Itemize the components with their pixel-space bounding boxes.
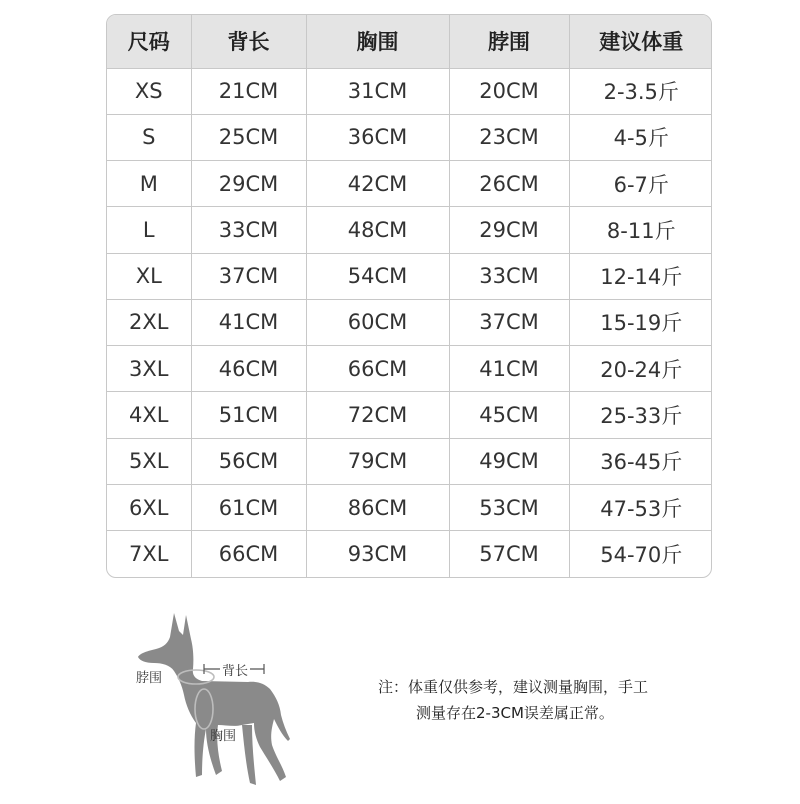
weight-cell: 47-53斤 — [569, 484, 712, 530]
size-cell: XL — [107, 253, 191, 299]
table-row — [107, 114, 712, 160]
back-length-cell: 21CM — [191, 68, 306, 114]
chest-cell: 36CM — [306, 114, 449, 160]
weight-cell: 6-7斤 — [569, 161, 712, 207]
back-length-cell: 37CM — [191, 253, 306, 299]
table-row — [107, 207, 712, 253]
note-line-1: 注：体重仅供参考，建议测量胸围，手工 — [378, 678, 649, 696]
chest-cell: 42CM — [306, 161, 449, 207]
chest-cell: 48CM — [306, 207, 449, 253]
neck-cell: 20CM — [449, 68, 569, 114]
header-back-length: 背长 — [191, 15, 306, 68]
chest-cell: 79CM — [306, 438, 449, 484]
table-row — [107, 253, 712, 299]
header-neck: 脖围 — [449, 15, 569, 68]
size-cell: XS — [107, 68, 191, 114]
neck-cell: 57CM — [449, 531, 569, 577]
header-size: 尺码 — [107, 15, 191, 68]
chest-cell: 66CM — [306, 346, 449, 392]
back-length-label: 背长 — [220, 660, 250, 679]
neck-cell: 41CM — [449, 346, 569, 392]
back-length-cell: 51CM — [191, 392, 306, 438]
neck-label: 脖围 — [136, 671, 163, 686]
neck-cell: 33CM — [449, 253, 569, 299]
back-length-cell: 29CM — [191, 161, 306, 207]
table-row — [107, 484, 712, 530]
weight-cell: 25-33斤 — [569, 392, 712, 438]
table-row — [107, 161, 712, 207]
back-length-cell: 33CM — [191, 207, 306, 253]
size-cell: 7XL — [107, 531, 191, 577]
weight-cell: 12-14斤 — [569, 253, 712, 299]
neck-cell: 53CM — [449, 484, 569, 530]
neck-cell: 29CM — [449, 207, 569, 253]
table-header-row — [107, 15, 712, 68]
weight-cell: 54-70斤 — [600, 543, 683, 568]
table-row — [107, 346, 712, 392]
dog-measurement-diagram — [130, 605, 300, 800]
weight-cell: 4-5斤 — [569, 114, 712, 160]
weight-cell: 20-24斤 — [569, 346, 712, 392]
back-length-cell: 66CM — [191, 531, 306, 577]
table-row — [107, 531, 712, 577]
chest-cell: 54CM — [306, 253, 449, 299]
neck-cell: 45CM — [449, 392, 569, 438]
size-cell: 6XL — [107, 484, 191, 530]
header-chest: 胸围 — [306, 15, 449, 68]
size-cell: M — [107, 161, 191, 207]
chest-cell: 31CM — [306, 68, 449, 114]
dog-silhouette-icon — [130, 605, 300, 800]
size-cell: S — [107, 114, 191, 160]
chest-cell: 72CM — [306, 392, 449, 438]
back-length-cell: 41CM — [191, 299, 306, 345]
neck-cell: 26CM — [449, 161, 569, 207]
table-row — [107, 299, 712, 345]
size-cell: 5XL — [107, 438, 191, 484]
size-chart-table — [106, 14, 712, 578]
neck-cell: 23CM — [449, 114, 569, 160]
back-length-cell: 25CM — [191, 114, 306, 160]
chest-cell: 93CM — [306, 531, 449, 577]
size-cell: 2XL — [107, 299, 191, 345]
table-row — [107, 392, 712, 438]
table-row — [107, 68, 712, 114]
neck-cell: 49CM — [449, 438, 569, 484]
chest-cell: 86CM — [306, 484, 449, 530]
back-length-cell: 46CM — [191, 346, 306, 392]
chest-label: 胸围 — [210, 729, 237, 744]
size-cell: L — [107, 207, 191, 253]
neck-cell: 37CM — [449, 299, 569, 345]
size-note — [378, 674, 758, 726]
header-weight: 建议体重 — [569, 15, 712, 68]
chest-cell: 60CM — [306, 299, 449, 345]
back-length-cell: 61CM — [191, 484, 306, 530]
table-row — [107, 438, 712, 484]
weight-cell: 15-19斤 — [569, 299, 712, 345]
size-cell: 3XL — [107, 346, 191, 392]
note-line-2: 测量存在2-3CM误差属正常。 — [416, 704, 614, 722]
weight-cell: 2-3.5斤 — [569, 68, 712, 114]
size-cell: 4XL — [107, 392, 191, 438]
weight-cell: 36-45斤 — [569, 438, 712, 484]
weight-cell: 8-11斤 — [569, 207, 712, 253]
back-length-cell: 56CM — [191, 438, 306, 484]
